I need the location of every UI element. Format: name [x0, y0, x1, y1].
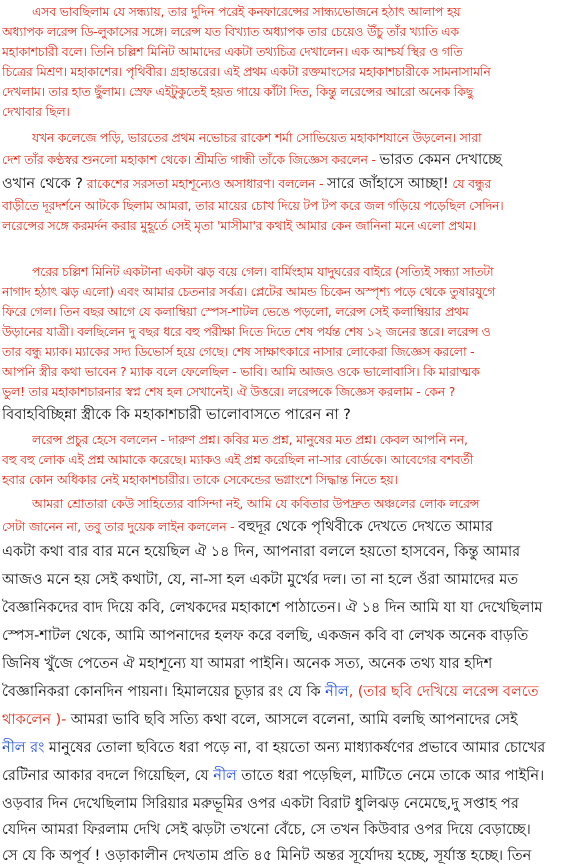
p3-line-2: নাগাদ হঠাৎ ঝড় এলো) এবং আমার চেতনার সর্বত্র। প্লেটের আমন্ড চিকেন অস্পৃশ্য পড়ে থেকে তুষারযুগে — [2, 284, 496, 299]
p3-question: বিবাহবিচ্ছিন্না স্ত্রীকে কি মহাকাশচারী ভালোবাসতে পারেন না ? — [2, 406, 351, 423]
p5-line-13: যেদিন আমরা ফিরলাম দেখি সেই ঝড়টা তখনো বেঁচে, সে তখন কিউবার ওপর দিয়ে বেড়াচ্ছে। — [2, 821, 531, 838]
p3-line-3: ফিরে গেল। তিন বছর আগে যে কলাম্বিয়া স্পেস-শাটল ভেঙে পড়লো, লরেন্স সেই কলাম্বিয়ার প্রথম — [2, 304, 469, 319]
p3-line-1: পরের চল্লিশ মিনিট একটানা একটা ঝড় বয়ে গেল। বার্মিংহাম যাদুঘরের বাইরে (সত্যিই সন্ধ্যা সাতটা — [32, 264, 494, 279]
p5-line-8-black: বৈজ্ঞানিকরা কোনদিন পায়না। হিমালয়ের চূড়ার রং যে কি — [2, 683, 321, 700]
p5-line-9-red: থাকলেন )- — [2, 711, 67, 728]
p5-line-12: ওড়বার দিন দেখেছিলাম সিরিয়ার মরুভূমির ওপর একটা বিরাট ধুলিঝড় নেমেছে,দু সপ্তাহ পর — [2, 795, 519, 812]
p5-line-4: আজও মনে হয় সেই কথাটা, যে, না-সা হল একটা মুর্খের দল। তা না হলে ওঁরা আমাদের মত — [2, 571, 519, 588]
p1-line-1: এসব ভাবছিলাম যে সন্ধ্যায়, তার দুদিন পরেই কনফারেন্সের সান্ধ্যভোজনে হঠাৎ আলাপ হয় — [32, 4, 461, 19]
p5-line-2-red: সেটা জানেন না, তবু তার দুয়েক লাইন কললেন - — [2, 519, 235, 534]
blue-word-3: নীল — [213, 767, 237, 784]
p5-line-6: স্পেস-শাটল থেকে, আমি আপনাদের হলফ করে বলছি, একজন কবি বা লেখক অনেক বাড়তি — [2, 627, 529, 644]
indira-question-end: ওখান থেকে ? — [2, 175, 83, 192]
p2-line-5: লরেন্সের সঙ্গে করমর্দন করার মুহূর্তে সেই মৃতা 'মাসীমা'র কথাই আমার কেন জানিনা মনে এলো প্রথম। — [2, 218, 476, 233]
p1-line-4: চিত্রের মিশ্রণ। মহাকাশের। পৃথিবীর। গ্রহান্তরের। এই প্রথম একটা রক্তমাংসের মহাকাশচারীকে সামনাসামনি — [2, 64, 491, 79]
p5-line-9-black: আমরা ভাবি ছবি সত্যি কথা বলে, আসলে বলেনা, আমি বলছি আপনাদের সেই — [70, 711, 518, 728]
p5-line-2-black: বহুদূর থেকে পৃথিবীকে দেখতে দেখতে আমার — [238, 518, 493, 535]
p3-line-4: উড়ানের যাত্রী। বলছিলেন দু বছর ধরে বহু পরীক্ষা দিতে দিতে শেষ পর্যন্ত শেষ ১২ জনের স্তরে। লরেন্স ও — [2, 324, 491, 339]
p1-line-2: অধ্যাপক লরেন্স ডি-লুকাসের সঙ্গে। লরেন্স যত বিখ্যাত অধ্যাপক তার চেয়েও উঁচু তাঁর খ্যাতি এক — [2, 24, 459, 39]
p5-line-11 — [2, 764, 580, 788]
p5-line-14: সে যে কি অপূর্ব ! ওড়াকালীন দেখতাম প্রতি ৪৫ মিনিট অন্তর সূর্যোদয় হচ্ছে, সূর্যাস্ত হচ্ছে। তিন — [2, 847, 532, 864]
blue-word-1: নীল — [325, 683, 349, 700]
p2-line-3 — [2, 172, 580, 196]
p5-line-10 — [2, 736, 580, 760]
p5-line-11-a: রেটিনার আকার বদলে গিয়েছিল, যে — [2, 767, 209, 784]
p1-line-6: দেখাবার ছিল। — [2, 104, 70, 119]
p5-line-8-red: , (তার ছবি দেখিয়ে লরেন্স বলতে — [348, 683, 539, 700]
p3-line-5: তার বন্ধু ম্যাক। ম্যাকের সদ্য ডিভোর্স হয়ে গেছে। শেষ সাক্ষাৎকারে নাসার লোকেরা জিজ্ঞেস করলো - — [2, 344, 475, 359]
p2-line-3-text: রাকেশের সরসতা মহাশূন্যেও অসাধারণ। বললেন - — [86, 176, 324, 191]
p3-line-6: আপনি স্ত্রীর কথা ভাবেন ? ম্যাক বলে ফেলেছিল - ভাবি। আমি আজও ওকে ভালোবাসি। কি মারাত্মক — [2, 364, 480, 379]
p5-line-7: জিনিষ খুঁজে পেতেন ঐ মহাশূন্যে যা আমরা পাইনি। অনেক সত্য, অনেক তথ্য যার হদিশ — [2, 655, 493, 672]
p5-line-3: একটা কথা বার বার মনে হয়েছিল ঐ ১৪ দিন, আপনারা বললে হয়তো হাসবেন, কিন্তু আমার — [2, 543, 521, 560]
p2-line-2 — [2, 148, 580, 172]
rakesh-answer: সারে জাঁহাসে আচ্ছা! — [326, 175, 449, 192]
p5-line-5: বৈজ্ঞানিকদের বাদ দিয়ে কবি, লেখকদের মহাকাশে পাঠাতেন। ঐ ১৪ দিন আমি যা যা দেখেছিলাম — [2, 599, 543, 616]
p5-line-2 — [2, 515, 580, 539]
p5-line-9 — [2, 708, 580, 732]
p2-line-3-tail: যে বন্ধুর — [452, 176, 492, 191]
p2-line-2-text: দেশ তাঁর কণ্ঠস্বর শুনলো মহাকাশ থেকে। শ্রীমতি গান্ধী তাঁকে জিজ্ঞেস করলেন - — [2, 152, 376, 167]
p2-line-1: যখন কলেজে পড়ি, ভারতের প্রথম নভোচর রাকেশ শর্মা সোভিয়েত মহাকাশযানে উড়লেন। সারা — [32, 130, 482, 145]
p4-line-3: হবার কোন অধিকার নেই মহাকাশচারীর। তাকে সেকেন্ডের ভগ্নাংশে সিদ্ধান্ত নিতে হয়। — [2, 472, 398, 487]
p5-line-10-black: মানুষের তোলা ছবিতে ধরা পড়ে না, বা হয়তো অন্য মাধ্যাকর্ষণের প্রভাবে আমার চোখের — [48, 739, 546, 756]
p5-line-8 — [2, 680, 580, 704]
p5-line-11-b: তাতে ধরা পড়েছিল, মাটিতে নেমে তাকে আর পাইনি। — [241, 767, 545, 784]
p1-line-5: দেখলাম। তার হাত ছুঁলাম। স্রেফ এইটুকুতেই হয়ত গায়ে কাঁটা দিত, কিন্তু লরেন্সের আরো অনেক কিছু — [2, 84, 474, 99]
p2-line-4: বাড়ীতে দূরদর্শনে আটকে ছিলাম আমরা, তার মায়ের চোখ দিয়ে টপ টপ করে জল গড়িয়ে পড়েছিল সেদিন। — [2, 198, 504, 213]
blue-word-2: নীল রং — [2, 739, 45, 756]
p4-line-1: লরেন্স প্রচুর হেসে বললেন - দারুণ প্রশ্ন। কবির মত প্রশ্ন, মানুষের মত প্রশ্ন। কেবল আপনি নন, — [32, 432, 468, 447]
p4-line-2: বহু বহু লোক এই প্রশ্ন আমাকে করেছে। ম্যাকও এই প্রশ্ন করেছিল না-সার বোর্ডকে। আবেগের বশবর্তী — [2, 452, 474, 467]
p5-line-1: আমরা শ্রোতারা কেউ সাহিত্যের বাসিন্দা নই, আমি যে কবিতার উপদ্রুত অঞ্চলের লোক লরেন্স — [32, 496, 480, 511]
p3-line-7: ভুল! তার মহাকাশচারনার স্বপ্ন শেষ হল সেখানেই। ঐ উত্তরে। লরেন্সকে জিজ্ঞেস করলাম - কেন ? — [2, 384, 456, 399]
indira-question: ভারত কেমন দেখাচ্ছে — [379, 151, 502, 168]
p1-line-3: মহাকাশচারী বলে। তিনি চল্লিশ মিনিট আমাদের একটা তথ্যচিত্র দেখালেন। এক আশ্চর্য স্থির ও গতি — [2, 44, 463, 59]
